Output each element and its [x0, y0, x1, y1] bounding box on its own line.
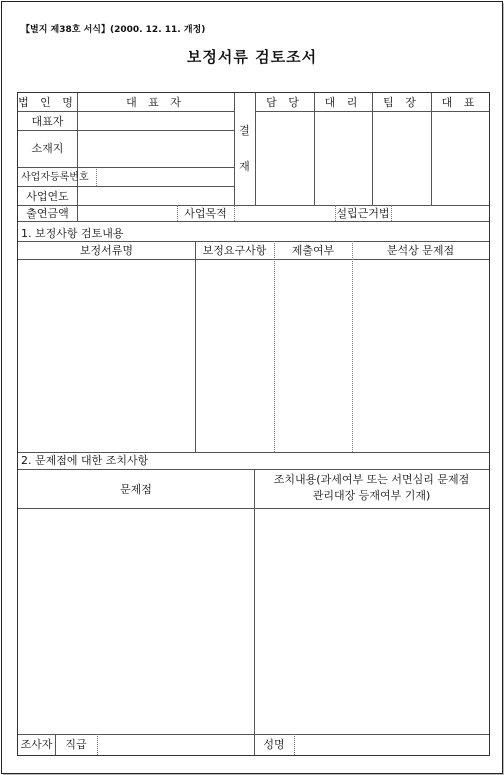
section1-col-correction-request: 보정요구사항	[202, 244, 267, 257]
representative-header: 대 표 자	[126, 96, 185, 109]
review-form-table	[17, 92, 490, 756]
corporation-name-label: 법 인 명	[18, 96, 77, 109]
address-label: 소재지	[31, 142, 64, 155]
section2-col-action-line2: 관리대장 등재여부 기재)	[312, 489, 431, 502]
approval-col-manager: 담 당	[266, 96, 303, 109]
section2-col-action-line1: 조치내용(과세여부 또는 서면심리 문제점	[273, 473, 470, 486]
section1-title: 1. 보정사항 검토내용	[21, 227, 124, 240]
representative-label: 대표자	[31, 115, 64, 128]
form-number: 【별지 제38호 서식】(2000. 12. 11. 개정)	[21, 25, 206, 35]
section2-col-problem: 문제점	[120, 483, 152, 496]
business-purpose-label: 사업목적	[184, 207, 227, 220]
business-year-label: 사업연도	[26, 190, 69, 203]
footer-name-label: 성명	[263, 738, 285, 751]
section2-title: 2. 문제점에 대한 조치사항	[21, 454, 149, 467]
approval-col-assistant: 대 리	[324, 96, 362, 109]
section1-col-analysis-issue: 분석상 문제점	[386, 244, 455, 257]
business-reg-number-label: 사업자등록번호	[21, 172, 89, 183]
approval-col-team-lead: 팀 장	[383, 96, 420, 109]
legal-basis-label: 설립근거법	[336, 207, 390, 220]
approval-col-ceo: 대 표	[441, 96, 479, 109]
section1-col-document-name: 보정서류명	[79, 244, 134, 257]
contribution-amount-label: 출연금액	[26, 207, 69, 220]
section1-col-submitted: 제출여부	[291, 244, 335, 257]
approval-label-2: 재	[239, 160, 250, 173]
page-title: 보정서류 검토조서	[186, 48, 318, 66]
approval-label-1: 결	[239, 124, 250, 137]
footer-position-label: 직급	[65, 738, 87, 751]
footer-inspector-label: 조사자	[20, 738, 53, 751]
